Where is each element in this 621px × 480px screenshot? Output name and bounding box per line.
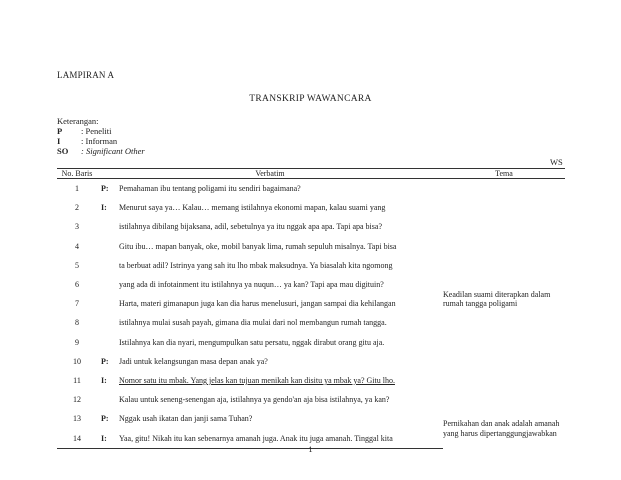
verbatim-text: Harta, materi gimanapun juga kan dia harus menelusuri, jangan sampai dia kehilangan bbox=[119, 299, 396, 309]
legend-key: I bbox=[57, 136, 61, 146]
line-number: 8 bbox=[75, 318, 79, 328]
verbatim-cell bbox=[97, 371, 443, 390]
legend-item bbox=[57, 126, 145, 136]
legend-value: : Peneliti bbox=[81, 126, 112, 136]
appendix-label: LAMPIRAN A bbox=[57, 70, 115, 80]
verbatim-cell bbox=[97, 217, 443, 236]
line-number: 1 bbox=[75, 184, 79, 194]
speaker-label: I: bbox=[101, 375, 107, 385]
table-row bbox=[57, 409, 565, 428]
transcript-table bbox=[57, 168, 565, 449]
line-number: 4 bbox=[75, 241, 79, 251]
legend-list bbox=[57, 126, 145, 156]
verbatim-text: Pemahaman ibu tentang poligami itu sendiri bagaimana? bbox=[119, 184, 301, 194]
table-header-row bbox=[57, 169, 565, 179]
legend-value: : Significant Other bbox=[81, 146, 145, 156]
verbatim-text: Jadi untuk kelangsungan masa depan anak ya? bbox=[119, 356, 268, 366]
header-no: No. Baris bbox=[57, 169, 97, 179]
verbatim-text: Yaa, gitu! Nikah itu kan sebenarnya amanah juga. Anak itu juga amanah. Tinggal kita bbox=[119, 433, 393, 443]
verbatim-text: ta berbuat adil? Istrinya yang sah itu lho mbak maksudnya. Ya biasalah kita ngomong bbox=[119, 260, 393, 270]
verbatim-cell bbox=[97, 179, 443, 199]
legend-item bbox=[57, 146, 145, 156]
legend-key: SO bbox=[57, 146, 69, 156]
line-number: 14 bbox=[57, 428, 97, 448]
verbatim-cell bbox=[97, 390, 443, 409]
verbatim-cell bbox=[97, 275, 443, 294]
verbatim-text: Gitu ibu… mapan banyak, oke, mobil banyak lima, rumah sepuluh misalnya. Tapi bisa bbox=[119, 241, 397, 251]
legend-item bbox=[57, 136, 145, 146]
tema-cell bbox=[443, 179, 565, 410]
verbatim-text: yang ada di infotainment itu istilahnya ya nuqun… ya kan? Tapi apa mau digituin? bbox=[119, 280, 384, 290]
line-number: 13 bbox=[73, 414, 81, 424]
line-number: 9 bbox=[75, 337, 79, 347]
speaker-label: P: bbox=[101, 356, 109, 366]
line-number: 3 bbox=[75, 222, 79, 232]
legend-heading: Keterangan: bbox=[57, 116, 99, 126]
line-number: 5 bbox=[75, 260, 79, 270]
verbatim-cell bbox=[97, 237, 443, 256]
table-row bbox=[57, 179, 565, 199]
speaker-label: I: bbox=[101, 433, 107, 443]
verbatim-text: Istilahnya kan dia nyari, mengumpulkan satu persatu, nggak dirabut orang gitu aja. bbox=[119, 337, 385, 347]
verbatim-cell bbox=[97, 256, 443, 275]
legend-key: P bbox=[57, 126, 63, 136]
line-number: 2 bbox=[75, 203, 79, 213]
ws-code: WS bbox=[550, 157, 563, 167]
header-verbatim: Verbatim bbox=[97, 169, 443, 179]
legend-value: : Informan bbox=[81, 136, 118, 146]
verbatim-text: istilahnya dibilang bijaksana, adil, sebetulnya ya itu nggak apa apa. Tapi apa bisa? bbox=[119, 222, 382, 232]
verbatim-text: Menurut saya ya… Kalau… memang istilahnya ekonomi mapan, kalau suami yang bbox=[119, 203, 386, 213]
verbatim-cell bbox=[97, 352, 443, 371]
speaker-label: I: bbox=[101, 203, 107, 213]
line-number: 12 bbox=[73, 395, 81, 405]
line-number: 11 bbox=[73, 375, 81, 385]
verbatim-text: Kalau untuk seneng-senengan aja, istilahnya ya gendo'an aja bisa istilahnya, ya kan? bbox=[119, 395, 390, 405]
page-number: 1 bbox=[308, 444, 313, 454]
verbatim-cell bbox=[97, 313, 443, 332]
header-tema: Tema bbox=[443, 169, 565, 179]
verbatim-cell bbox=[97, 198, 443, 217]
tema-cell bbox=[443, 409, 565, 448]
verbatim-text: Nomor satu itu mbak. Yang jelas kan tujuan menikah kan disitu ya mbak ya? Gitu lho. bbox=[119, 375, 395, 385]
line-number: 10 bbox=[73, 356, 81, 366]
verbatim-text: istilahnya mulai susah payah, gimana dia mulai dari nol membangun rumah tangga. bbox=[119, 318, 387, 328]
verbatim-text: Nggak usah ikatan dan janji sama Tuhan? bbox=[119, 414, 253, 424]
line-number: 7 bbox=[75, 299, 79, 309]
speaker-label: P: bbox=[101, 414, 109, 424]
verbatim-cell bbox=[97, 409, 443, 428]
document-title: TRANSKRIP WAWANCARA bbox=[249, 94, 372, 104]
tema-text: Pernikahan dan anak adalah amanah yang harus dipertanggungjawabkan bbox=[443, 419, 560, 438]
tema-text: Keadilan suami diterapkan dalam rumah tangga poligami bbox=[443, 289, 551, 309]
verbatim-cell bbox=[97, 333, 443, 352]
verbatim-cell bbox=[97, 294, 443, 313]
speaker-label: P: bbox=[101, 184, 109, 194]
line-number: 6 bbox=[75, 280, 79, 290]
